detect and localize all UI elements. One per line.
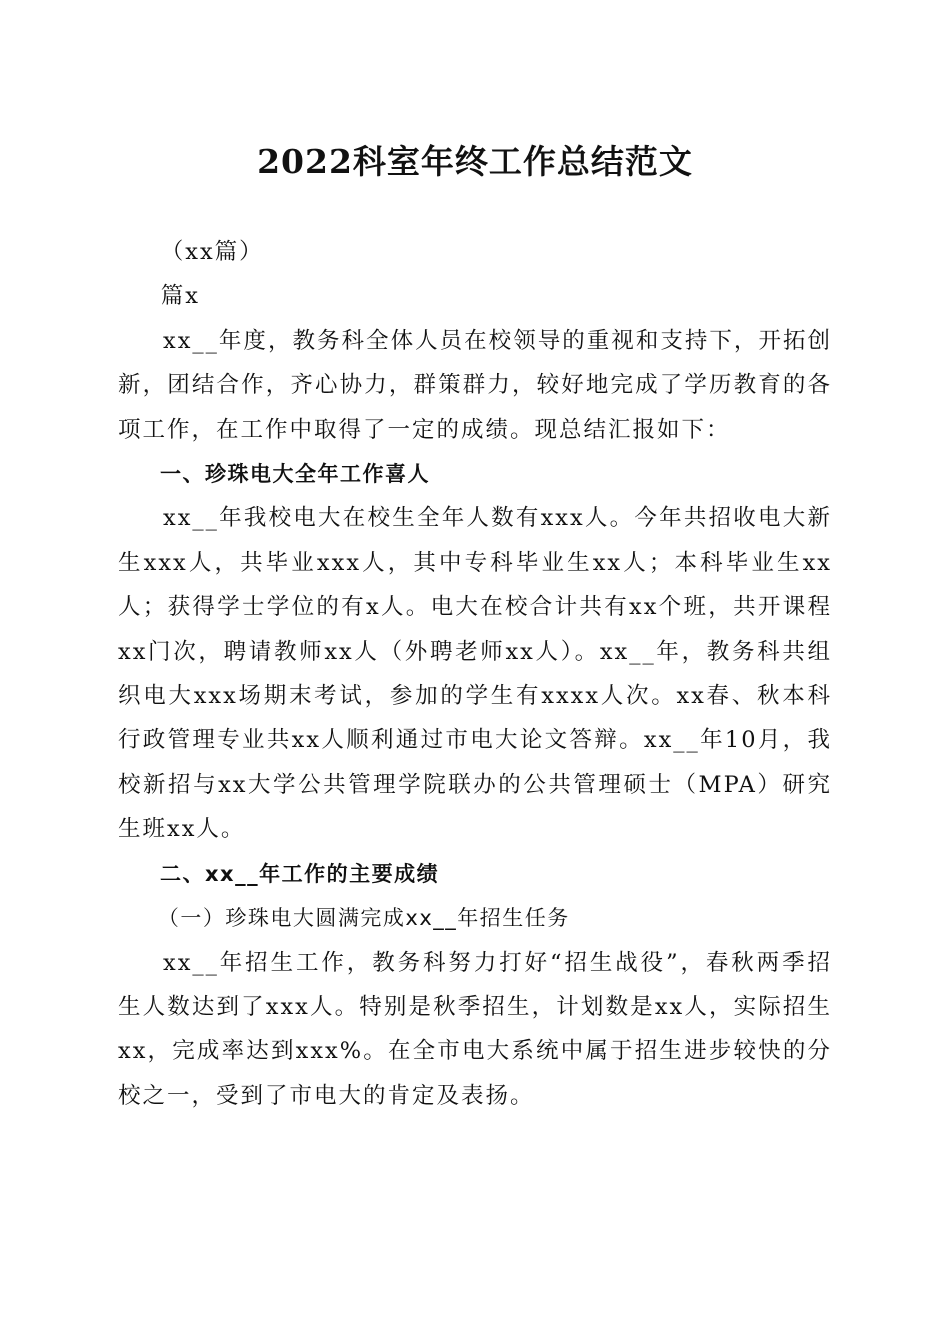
intro-tag: （xx篇） xyxy=(160,239,264,265)
subheading-section-2-1: （一）珍珠电大圆满完成xx__年招生任务 xyxy=(157,906,570,931)
heading-section-1: 一、珍珠电大全年工作喜人 xyxy=(160,462,430,487)
paragraph-section-2-1: xx__年招生工作，教务科努力打好“招生战役”，春秋两季招生人数达到了xxx人。特别是秋季招生，计划数是xx人，实际招生xx，完成率达到xxx%。在全市电大系统中属于招生进步较快的分校之一，受到了市电大的肯定及表扬。 xyxy=(118,949,832,1109)
document-body xyxy=(118,230,832,1118)
paragraph-section-1: xx__年我校电大在校生全年人数有xxx人。今年共招收电大新生xxx人，共毕业xxx人，其中专科毕业生xx人；本科毕业生xx人；获得学士学位的有x人。电大在校合计共有xx个班，共开课程xx门次，聘请教师xx人（外聘老师xx人）。xx__年，教务科共组织电大xxx场期末考试，参加的学生有xxxx人次。xx春、秋本科行政管理专业共xx人顺利通过市电大论文答辩。xx__年10月，我校新招与xx大学公共管理学院联办的公共管理硕士（MPA）研究生班xx人。 xyxy=(118,505,832,843)
paragraph-intro: xx__年度，教务科全体人员在校领导的重视和支持下，开拓创新，团结合作，齐心协力，群策群力，较好地完成了学历教育的各项工作，在工作中取得了一定的成绩。现总结汇报如下： xyxy=(118,327,832,443)
heading-section-2: 二、xx__年工作的主要成绩 xyxy=(160,861,440,886)
document-title: 2022科室年终工作总结范文 xyxy=(257,142,693,181)
section-label: 篇x xyxy=(160,283,200,310)
